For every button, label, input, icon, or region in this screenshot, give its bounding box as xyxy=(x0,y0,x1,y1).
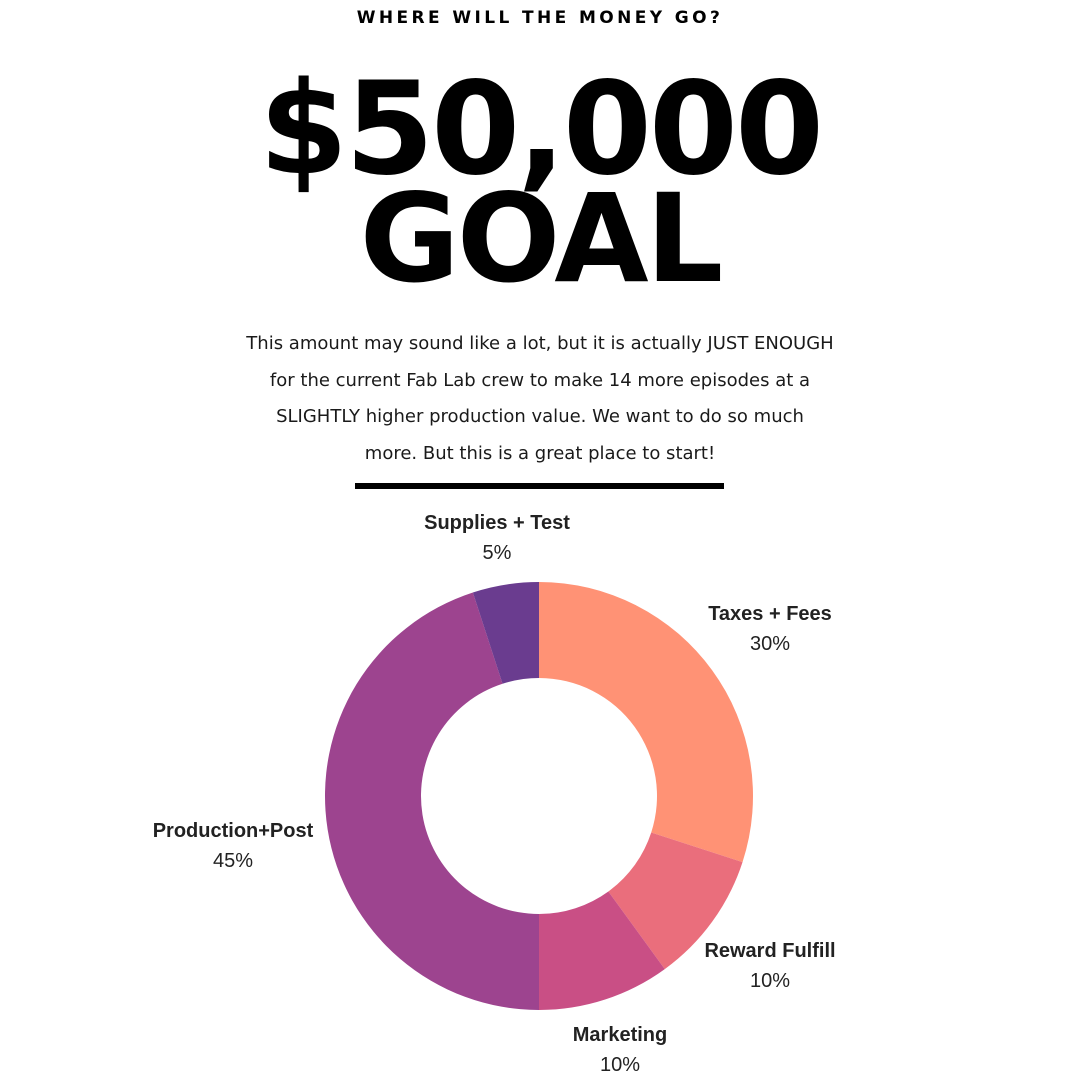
slice-value-label: 30% xyxy=(749,633,791,655)
description-line: for the current Fab Lab crew to make 14 more episodes at a xyxy=(269,369,811,391)
slice-value-label: 10% xyxy=(749,970,791,992)
goal-word: GOAL xyxy=(359,168,721,310)
slice-label: Production+Post xyxy=(152,820,314,842)
slice-value-label: 5% xyxy=(482,542,512,564)
eyebrow-heading: WHERE WILL THE MONEY GO? xyxy=(356,8,724,28)
description-line: more. But this is a great place to start! xyxy=(364,442,716,464)
slice-value-label: 10% xyxy=(599,1054,641,1076)
description-line: SLIGHTLY higher production value. We want to do so much xyxy=(276,406,804,427)
slice-label: Supplies + Test xyxy=(424,512,570,534)
slice-label: Marketing xyxy=(572,1024,668,1046)
goal-amount: $50,000 xyxy=(259,55,821,204)
description-line: This amount may sound like a lot, but it is actually JUST ENOUGH xyxy=(246,333,834,354)
slice-label: Taxes + Fees xyxy=(708,603,832,625)
slice-value-label: 45% xyxy=(212,850,254,872)
slice-label: Reward Fulfill xyxy=(704,940,836,962)
